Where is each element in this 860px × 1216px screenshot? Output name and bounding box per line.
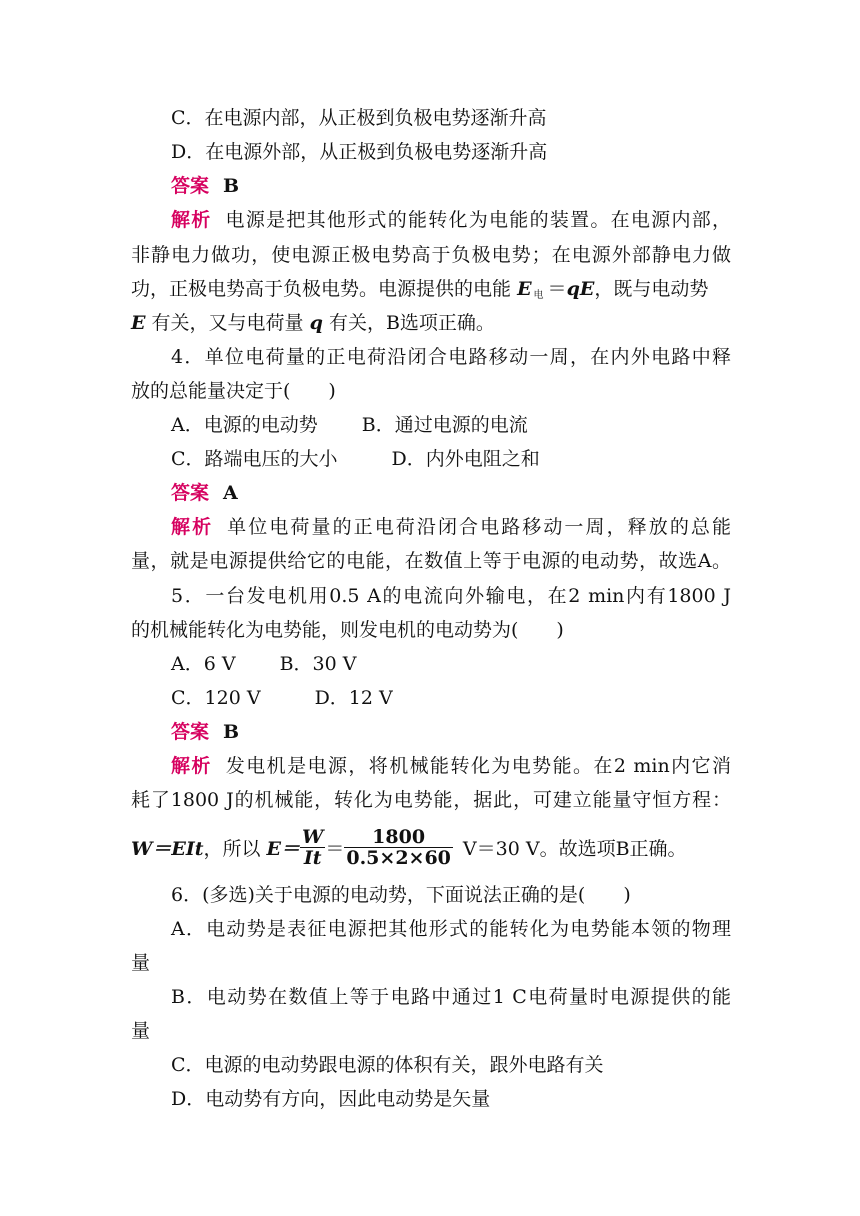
- answer-label: 答案: [171, 175, 210, 197]
- q5-options-ab: [171, 652, 731, 676]
- fraction-w-over-it: [300, 827, 325, 868]
- q3-analysis-text-3b: ，既与电动势: [594, 278, 709, 300]
- q6-option-d: D．电动势有方向，因此电动势是矢量: [171, 1088, 491, 1110]
- q4-option-b: B．通过电源的电流: [361, 414, 528, 436]
- q4-stem-line-1: 4．单位电荷量的正电荷沿闭合电路移动一周，在内外电路中释: [171, 346, 731, 368]
- q6-option-b-line-1: B．电动势在数值上等于电路中通过1 C电荷量时电源提供的能: [171, 986, 731, 1008]
- fraction-numeric: [344, 827, 453, 868]
- q3-option-d: D．在电源外部，从正极到负极电势逐渐升高: [171, 141, 548, 163]
- analysis-label: 解析: [171, 755, 212, 777]
- q3-analysis-line-2: 非静电力做功，使电源正极电势高于负极电势；在电源外部静电力做: [131, 244, 731, 266]
- fraction-numerator: W: [301, 825, 324, 848]
- fraction-numerator: 1800: [344, 827, 453, 848]
- q5-option-c: C．120 V: [171, 687, 261, 709]
- q5-option-a: A．6 V: [171, 653, 236, 675]
- q5-formula-line: [131, 820, 731, 874]
- q4-analysis-text-1: 单位电荷量的正电荷沿闭合电路移动一周，释放的总能: [227, 516, 731, 538]
- analysis-label: 解析: [171, 209, 212, 231]
- q3-answer: [171, 174, 731, 198]
- subscript-dian: 电: [533, 290, 544, 301]
- analysis-label: 解析: [171, 516, 214, 538]
- q6-option-a-line-1: A．电动势是表征电源把其他形式的能转化为电势能本领的物理: [171, 918, 731, 940]
- fraction-denominator: It: [303, 846, 322, 869]
- answer-value: B: [223, 175, 240, 197]
- answer-value: A: [223, 482, 238, 504]
- q4-analysis-line-2: 量，就是电源提供给它的电能，在数值上等于电源的电动势，故选A。: [131, 550, 731, 572]
- q5-stem-line-1: 5．一台发电机用0.5 A的电流向外输电，在2 min内有1800 J: [171, 585, 731, 607]
- answer-label: 答案: [171, 721, 210, 743]
- q4-stem-line-2: 放的总能量决定于( ): [131, 380, 336, 402]
- q5-stem-line-2: 的机械能转化为电势能，则发电机的电动势为( ): [131, 619, 564, 641]
- symbol-q: q: [309, 312, 323, 334]
- q5-analysis-line-2: 耗了1800 J的机械能，转化为电势能，据此，可建立能量守恒方程：: [131, 789, 731, 811]
- formula-so: ，所以: [203, 837, 261, 860]
- formula-lhs: W＝EIt: [131, 837, 204, 860]
- q3-analysis-text-3a: 功，正极电势高于负极电势。电源提供的电能: [131, 278, 512, 300]
- q4-option-d: D．内外电阻之和: [391, 448, 540, 470]
- answer-label: 答案: [171, 482, 210, 504]
- q5-option-b: B．30 V: [279, 653, 357, 675]
- q3-analysis-line-4: [131, 311, 731, 335]
- q5-option-d: D．12 V: [314, 687, 393, 709]
- q3-analysis-text-4b: 有关，B选项正确。: [328, 312, 495, 334]
- symbol-qE: qE: [566, 278, 595, 300]
- q3-analysis-line-1: [171, 208, 731, 232]
- q3-analysis-text-4a: 有关，又与电荷量: [151, 312, 304, 334]
- fraction-denominator: 0.5×2×60: [346, 846, 451, 869]
- formula-tail: V＝30 V。故选项B正确。: [462, 837, 687, 860]
- equals-sign: ＝: [547, 278, 567, 300]
- q6-stem: 6．(多选)关于电源的电动势，下面说法正确的是( ): [171, 884, 631, 906]
- answer-value: B: [223, 721, 240, 743]
- symbol-E: E: [131, 312, 146, 334]
- q5-analysis-text-1: 发电机是电源，将机械能转化为电势能。在2 min内它消: [225, 755, 731, 777]
- q4-analysis-line-1: [171, 515, 731, 539]
- q5-options-cd: [171, 686, 731, 710]
- equals-sign: ＝: [325, 837, 345, 860]
- formula-E: E＝: [266, 837, 300, 860]
- q3-analysis-line-3: [131, 277, 731, 301]
- q3-analysis-text-1: 电源是把其他形式的能转化为电能的装置。在电源内部，: [225, 209, 731, 231]
- symbol-E: E: [517, 278, 532, 300]
- q6-option-c: C．电源的电动势跟电源的体积有关，跟外电路有关: [171, 1054, 604, 1076]
- q4-option-a: A．电源的电动势: [171, 414, 318, 436]
- q6-option-a-line-2: 量: [131, 952, 151, 974]
- q4-option-c: C．路端电压的大小: [171, 448, 338, 470]
- q4-options-cd: [171, 447, 731, 471]
- q5-analysis-line-1: [171, 754, 731, 778]
- q4-options-ab: [171, 413, 731, 437]
- q6-option-b-line-2: 量: [131, 1020, 151, 1042]
- q3-option-c: C．在电源内部，从正极到负极电势逐渐升高: [171, 107, 547, 129]
- q5-answer: [171, 720, 731, 744]
- q4-answer: [171, 481, 731, 505]
